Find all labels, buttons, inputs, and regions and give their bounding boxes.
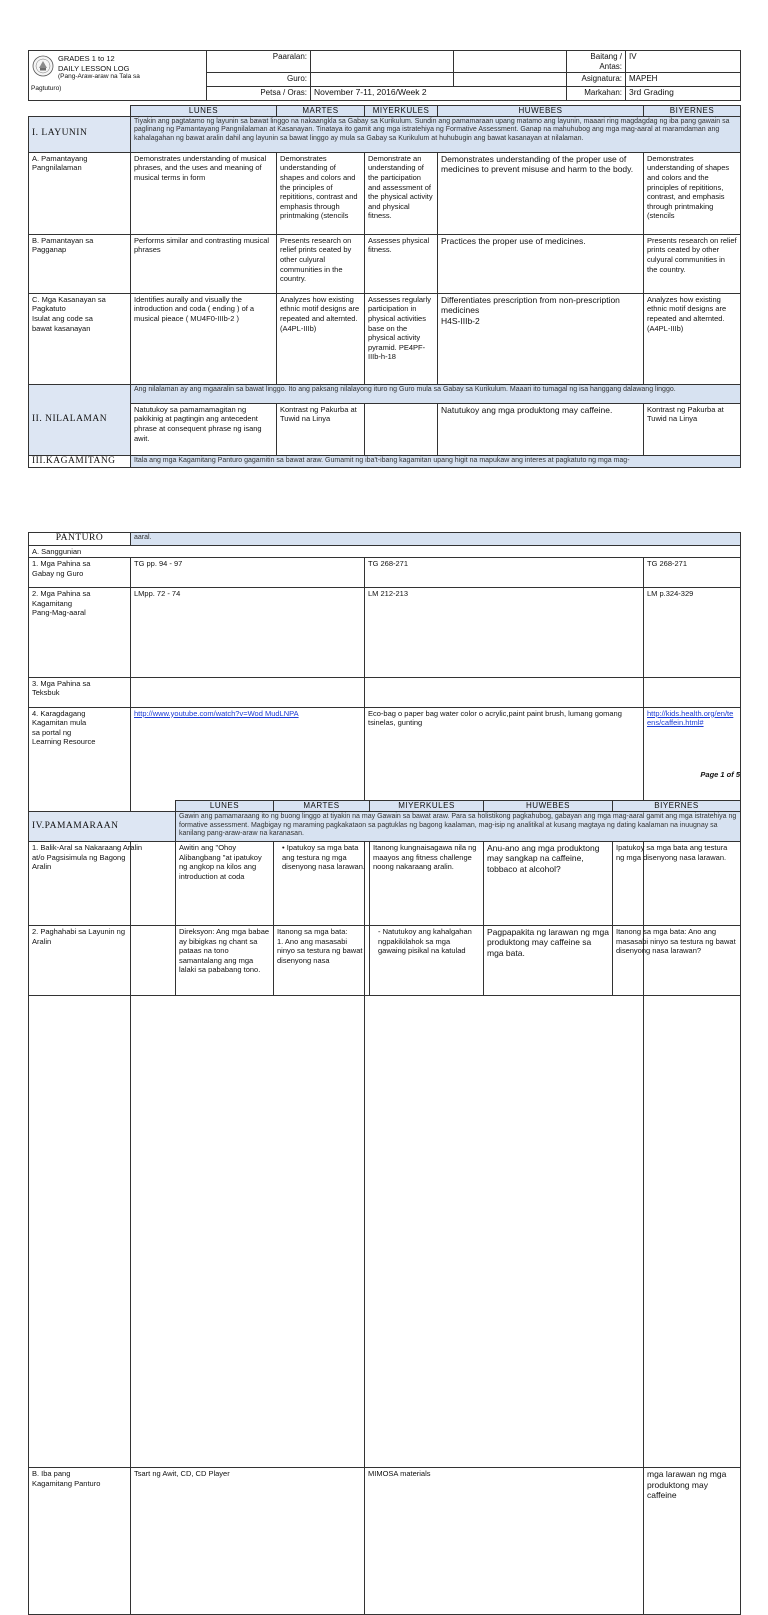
layunin-cell: Assesses physical fitness. [365, 234, 438, 293]
day-header-biyernes: BIYERNES [613, 801, 741, 812]
balik-aral-label: 1. Balik-Aral sa Nakaraang Aralin at/o Pagsisimula ng Bagong Aralin [29, 842, 176, 926]
pamamaraan-section-label: IV.PAMAMARAAN [29, 812, 176, 842]
kagamitan-note: Itala ang mga Kagamitang Panturo gagamitin sa bawat araw. Gumamit ng iba't-ibang kagamitan upang higit na mapukaw ang interes at pagkatuto ng mga mag- [131, 455, 741, 468]
kidshealth-link[interactable]: http://kids.health.org/en/teens/caffein.html# [644, 707, 741, 1468]
pamamaraan-note: Gawin ang pamamaraang ito ng buong linggo at tiyakin na may Gawain sa bawat araw. Para sa holistikong pagkahubog, gabayan ang mga mag-aaral gamit ang mga istratehiya ng formative assessment. Magbigay ng maraming pagkakataon sa pagtuklas ng bagong kaalaman, mag-isip ng analitikal at kusang magtaya ng dating kaalaman na inuugnay sa kanilang pang-araw-araw na karanasan. [176, 812, 741, 842]
layunin-cell: Demonstrates understanding of shapes and colors and the principles of repititions, contrast, and emphasis through printmaking (stencils [644, 152, 741, 234]
gabay-ng-guro-label: 1. Mga Pahina sa Gabay ng Guro [29, 558, 131, 588]
kagamitan-block [28, 532, 740, 1615]
baitang-value: IV [626, 51, 741, 73]
deped-seal-icon [32, 55, 54, 77]
dll-title-grades: GRADES 1 to 12 [58, 54, 115, 63]
procedure-cell: Pagpapakita ng larawan ng mga produktong may caffeine sa mga bata. [484, 926, 613, 996]
layunin-cell: Demonstrates understanding of the proper use of medicines to prevent misuse and harm to the body. [438, 152, 644, 234]
paaralan-label: Paaralan: [207, 51, 311, 73]
resource-cell [131, 677, 365, 707]
kagamitan-table [28, 532, 741, 1615]
layunin-cell: Analyzes how existing ethnic motif designs are repeated and alternted.(A4PL-IIIb) [644, 293, 741, 384]
kagamitan-note-cont: aaral. [131, 533, 741, 546]
youtube-link[interactable]: http://www.youtube.com/watch?v=Wod MudLNPA [131, 707, 365, 1468]
day-header-biyernes: BIYERNES [644, 106, 741, 117]
resource-cell: LMpp. 72 - 74 [131, 588, 365, 677]
nilalaman-cell: Natutukoy ang mga produktong may caffeine. [438, 403, 644, 455]
resource-cell: TG 268-271 [644, 558, 741, 588]
layunin-cell: Practices the proper use of medicines. [438, 234, 644, 293]
resource-cell: Tsart ng Awit, CD, CD Player [131, 1468, 365, 1615]
dll-title-sub: (Pang-Araw-araw na Tala sa [58, 73, 140, 81]
school-title-cell [29, 51, 207, 101]
day-header-miyerkules: MIYERKULES [370, 801, 484, 812]
teksbuk-label: 3. Mga Pahina sa Teksbuk [29, 677, 131, 707]
kagamitan-section-label-cont: PANTURO [29, 533, 131, 546]
page-number: Page 1 of 5 [700, 770, 740, 779]
resource-cell: LM 212-213 [365, 588, 644, 677]
resource-cell [365, 677, 644, 707]
layunin-cell: Presents research on relief prints ceated by other culyural communities in the country. [277, 234, 365, 293]
asignatura-label: Asignatura: [567, 73, 626, 87]
day-header-huwebes: HUWEBES [484, 801, 613, 812]
layunin-cell: Demonstrates understanding of musical phrases, and the uses and meaning of musical terms in form [131, 152, 277, 234]
kagamitang-pang-mag-aaral-label: 2. Mga Pahina sa Kagamitang Pang-Mag-aaral [29, 588, 131, 677]
resource-cell: MIMOSA materials [365, 1468, 644, 1615]
asignatura-value: MAPEH [626, 73, 741, 87]
iba-pang-kagamitan-label: B. Iba pang Kagamitang Panturo [29, 1468, 131, 1615]
markahan-value: 3rd Grading [626, 87, 741, 101]
layunin-cell: Presents research on relief prints ceated by other culyural communities in the country. [644, 234, 741, 293]
layunin-section-label: I. LAYUNIN [29, 116, 131, 152]
resource-cell: TG 268-271 [365, 558, 644, 588]
layunin-table [28, 105, 741, 468]
procedure-cell: Awitin ang "Ohoy Alibangbang "at ipatukoy ng angkop na kilos ang introduction at coda [176, 842, 274, 926]
petsa-label: Petsa / Oras: [207, 87, 311, 101]
layunin-cell: Performs similar and contrasting musical phrases [131, 234, 277, 293]
procedure-cell: Itanong kungnaisagawa nila ng maayos ang fitness challenge noong nakaraang aralin. [370, 842, 484, 926]
day-header-lunes: LUNES [131, 106, 277, 117]
layunin-note: Tiyakin ang pagtatamo ng layunin sa bawat linggo na nakaangkla sa Gabay sa Kurikulum. Sundin ang pamamaraan upang matamo ang layunin, maaari ring magdagdag ng iba pang gawain sa paglinang ng Pamantayang Pangnilalaman at Kasanayan. Tinataya ito gamit ang mga istratehiya ng Formative Assessment. Ganap na mahuhubog ang mga mag-aaral at maramdaman ang kahalagahan ng bawat aralin dahil ang layunin sa bawat linggo ay mula sa Gabay sa Kurikulum at huhubugin ang bawat kasanayan at nilalaman. [131, 116, 741, 152]
sanggunian-label: A. Sanggunian [29, 545, 741, 558]
dll-title-main: DAILY LESSON LOG [58, 63, 130, 73]
pamantayan-sa-pagganap-label: B. Pamantayan sa Pagganap [29, 234, 131, 293]
guro-value [311, 73, 454, 87]
resource-cell [644, 677, 741, 707]
markahan-label: Markahan: [567, 87, 626, 101]
day-header-huwebes: HUWEBES [438, 106, 644, 117]
layunin-cell: Identifies aurally and visually the introduction and coda ( ending ) of a musical pieace ( MU4F0-IIIb-2 ) [131, 293, 277, 384]
dll-title-sub2: Pagtuturo) [31, 85, 62, 92]
resource-cell: Eco-bag o paper bag water color o acrylic,paint paint brush, lumang gomang tsinelas, gunting [365, 707, 644, 1468]
nilalaman-note: Ang nilalaman ay ang mgaaralin sa bawat linggo. Ito ang paksang nilalayong ituro ng Guro mula sa Gabay sa Kurikulum. Maaari ito tumagal ng isa hanggang dalawang linggo. [131, 384, 741, 403]
dll-main-block [28, 50, 740, 468]
guro-label: Guro: [207, 73, 311, 87]
kagamitan-section-label: III.KAGAMITANG [29, 455, 131, 468]
procedure-cell: Ipatukoy sa mga bata ang testura ng mga disenyong nasa larawan. [613, 842, 741, 926]
procedure-cell: Direksyon: Ang mga babae ay bibigkas ng chant sa pataas na tono samantalang ang mga lalaki sa pababang tono. [176, 926, 274, 996]
resource-cell: TG pp. 94 - 97 [131, 558, 365, 588]
baitang-label: Baitang / Antas: [567, 51, 626, 73]
paaralan-value [311, 51, 454, 73]
nilalaman-cell: Natutukoy sa pamamamagitan ng pakikinig at pagtingin ang antecedent phrase at consequent phrase ng isang awit. [131, 403, 277, 455]
layunin-cell: Differentiates prescription from non-prescription medicines H4S-IIIb-2 [438, 293, 644, 384]
layunin-cell: Demonstrate an understanding of the participation and assessment of the physical activity and physical fitness. [365, 152, 438, 234]
day-header-martes: MARTES [274, 801, 370, 812]
header-table [28, 50, 741, 101]
nilalaman-cell [365, 403, 438, 455]
day-header-miyerkules: MIYERKULES [365, 106, 438, 117]
procedure-cell-text: • Ipatukoy sa mga bata ang testura ng mga disenyong nasa larawan. [282, 843, 365, 871]
petsa-value: November 7-11, 2016/Week 2 [311, 87, 567, 101]
paghahabi-label: 2. Paghahabi sa Layunin ng Aralin [29, 926, 176, 996]
learning-resource-label: 4. Karagdagang Kagamitan mula sa portal ng Learning Resource [29, 707, 131, 1468]
nilalaman-cell: Kontrast ng Pakurba at Tuwid na Linya [277, 403, 365, 455]
pamamaraan-table [28, 800, 741, 996]
day-header-martes: MARTES [277, 106, 365, 117]
layunin-cell: Demonstrates understanding of shapes and colors and the principles of repititions, contrast and emphasis through printmaking (stencils [277, 152, 365, 234]
procedure-cell: - Natutukoy ang kahalgahan ngpakikilahok sa mga gawaing pisikal na katulad [370, 926, 484, 996]
mga-kasanayan-label: C. Mga Kasanayan sa Pagkatuto Isulat ang code sa bawat kasanayan [29, 293, 131, 384]
day-header-lunes: LUNES [176, 801, 274, 812]
pamamaraan-block [28, 800, 740, 996]
procedure-cell [274, 842, 370, 926]
nilalaman-section-label: II. NILALAMAN [29, 384, 131, 455]
pamantayang-pangnilalaman-label: A. Pamantayang Pangnilalaman [29, 152, 131, 234]
procedure-cell: Itanong sa mga bata: 1. Ano ang masasabi ninyo sa testura ng bawat disenyong nasa [274, 926, 370, 996]
layunin-cell: Assesses regularly participation in physical activities base on the physical activity pyramid. PE4PF-IIIb-h-18 [365, 293, 438, 384]
procedure-cell: Itanong sa mga bata: Ano ang masasabi ninyo sa testura ng bawat disenyong nasa larawan? [613, 926, 741, 996]
procedure-cell: Anu-ano ang mga produktong may sangkap na caffeine, tobbaco at alcohol? [484, 842, 613, 926]
resource-cell: mga larawan ng mga produktong may caffeine [644, 1468, 741, 1615]
nilalaman-cell: Kontrast ng Pakurba at Tuwid na Linya [644, 403, 741, 455]
resource-cell: LM p.324-329 [644, 588, 741, 677]
layunin-cell: Analyzes how existing ethnic motif designs are repeated and alternted.(A4PL-IIIb) [277, 293, 365, 384]
